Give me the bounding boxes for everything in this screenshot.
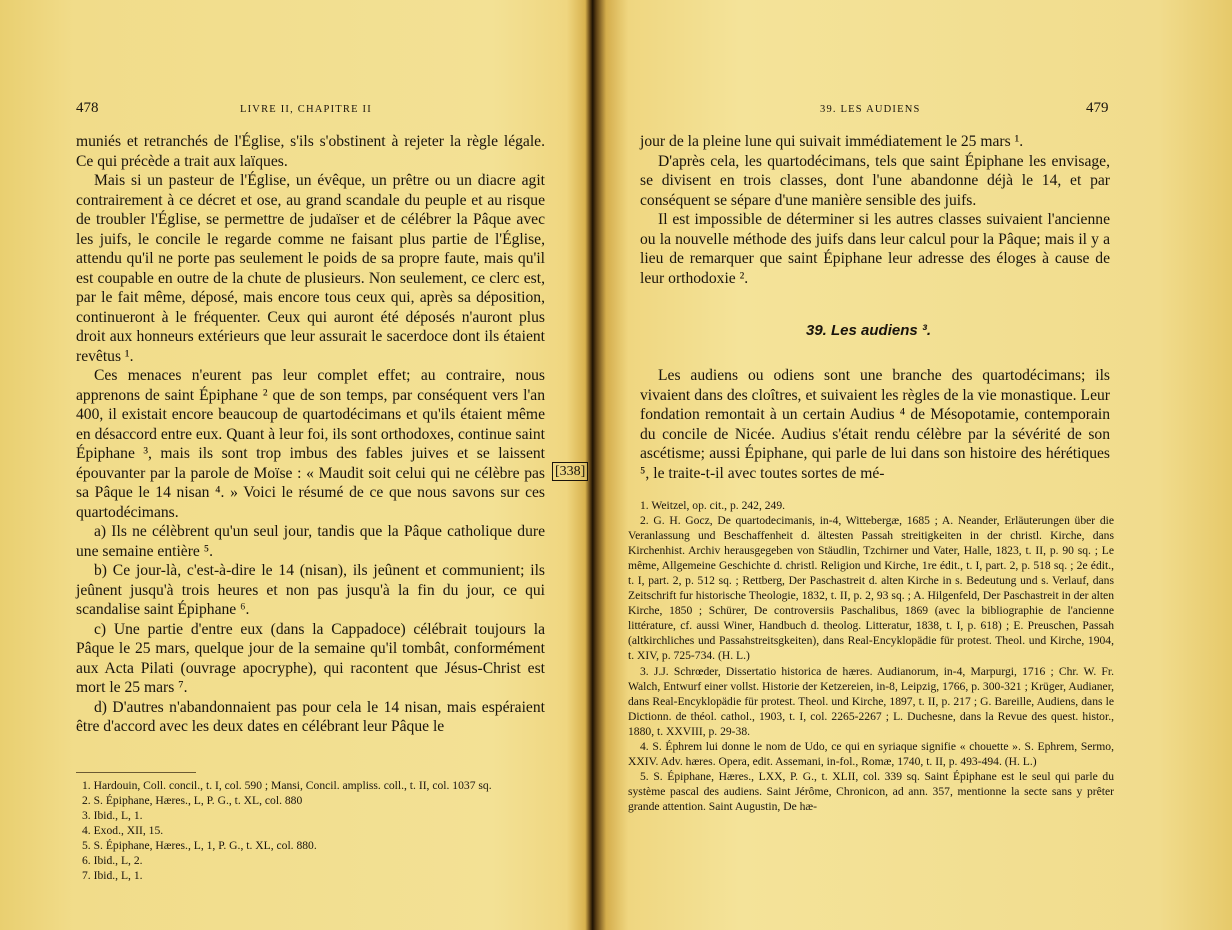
- paragraph: a) Ils ne célèbrent qu'un seul jour, tandis que la Pâque catholique dure une semaine entière ⁵.: [76, 523, 545, 560]
- paragraph: muniés et retranchés de l'Église, s'ils s'obstinent à rejeter la règle légale. Ce qui précède a trait aux laïques.: [76, 133, 545, 170]
- footnote: 6. Ibid., L, 2.: [82, 854, 143, 868]
- right-page-number: 479: [1086, 100, 1109, 116]
- paragraph: Il est impossible de déterminer si les autres classes suivaient l'ancienne ou la nouvelle méthode des juifs dans leur calcul pour la Pâque; mais il y a lieu de remarquer que saint Épiphane leur adresse des éloges à cause de leur orthodoxie ².: [640, 211, 1110, 287]
- footnote: 1. Hardouin, Coll. concil., t. I, col. 590 ; Mansi, Concil. ampliss. coll., t. II, col. 1037 sq.: [82, 779, 492, 792]
- footnote: 4. Exod., XII, 15.: [82, 824, 164, 838]
- paragraph: Mais si un pasteur de l'Église, un évêque, un prêtre ou un diacre agit contrairement à ce décret et ose, au grand scandale du peuple et au risque de troubler l'Église, se permettre de judaïser et de célébrer la Pâque avec les juifs, le concile le regarde comme ne faisant plus partie de l'Église, attendu qu'il ne porte pas seulement le poids de sa propre faute, mais qu'il est coupable en outre de la chute de plusieurs. Non seulement, ce clerc est, par le fait même, déposé, mais encore tous ceux qui, après sa déposition, continueront à le fréquenter. Ceux qui auront été déposés n'auront plus droit aux honneurs extérieurs que leur assurait le sacerdoce dont ils étaient revêtus ¹.: [76, 172, 545, 365]
- right-footnotes: [628, 498, 1114, 814]
- footnote: 3. J.J. Schrœder, Dissertatio historica de hæres. Audianorum, in-4, Marpurgi, 1716 ; Chr. W. Fr. Walch, Entwurf einer vollst. Historie der Ketzereien, in-8, Leipzig, 1766, p. 300-321 ; Krüger, Audianer, dans Real-Encyklopädie für protest. Theol. und Kirche, 1897, t. II, p. 217 ; G. Bareille, Audiens, dans le Dictionn. de théol. cathol., 1903, t. I, col. 2265-2267 ; L. Duchesne, dans la Revue des quest. histor., 1880, t. XXVIII, p. 29-38.: [628, 664, 1114, 738]
- paragraph: jour de la pleine lune qui suivait immédiatement le 25 mars ¹.: [640, 133, 1024, 150]
- paragraph: D'après cela, les quartodécimans, tels que saint Épiphane les envisage, se divisent en trois classes, dont l'une abandonne déjà le 14, et par conséquent se sépare d'une manière sensible des juifs.: [640, 152, 1110, 209]
- footnote: 7. Ibid., L, 1.: [82, 869, 143, 883]
- paragraph: c) Une partie d'entre eux (dans la Cappadoce) célébrait toujours la Pâque le 25 mars, quelque jour de la semaine qu'il tombât, conformément aux Acta Pilati (ouvrage apocryphe), qui racontent que Jésus-Christ est mort le 25 mars ⁷.: [76, 620, 545, 696]
- left-page: [0, 0, 586, 930]
- footnote: 1. Weitzel, op. cit., p. 242, 249.: [640, 499, 786, 512]
- left-footnotes: [70, 778, 542, 883]
- margin-page-marker: [338]: [552, 462, 588, 481]
- paragraph: b) Ce jour-là, c'est-à-dire le 14 (nisan), ils jeûnent et communient; ils jeûnent jusqu'à trois heures et non pas jusqu'à la fin du jour, ce qui scandalise saint Épiphane ⁶.: [76, 562, 545, 618]
- right-body-text-section: [640, 366, 1110, 483]
- right-running-head: 39. LES AUDIENS: [820, 104, 921, 115]
- left-body-text: [76, 132, 545, 737]
- left-running-head: LIVRE II, CHAPITRE II: [240, 104, 372, 115]
- paragraph: Ces menaces n'eurent pas leur complet effet; au contraire, nous apprenons de saint Épiphane ² que de son temps, par conséquent vers l'an 400, il existait encore beaucoup de quartodécimans et qu'ils étaient même en désaccord entre eux. Quant à leur foi, ils sont orthodoxes, continue saint Épiphane ³, mais ils sont trop imbus des fables juives et se laissent épouvanter par la parole de Moïse : « Maudit soit celui qui ne célèbre pas sa Pâque le 14 nisan ⁴. » Voici le résumé de ce que nous savons sur ces quartodécimans.: [76, 367, 545, 521]
- footnote: 2. S. Épiphane, Hæres., L, P. G., t. XL, col. 880: [82, 794, 303, 808]
- footnote: 4. S. Éphrem lui donne le nom de Udo, ce qui en syriaque signifie « chouette ». S. Ephrem, Sermo, XXIV. Adv. hæres. Opera, edit. Assemani, in-fol., Romæ, 1740, t. II, p. 493-494. (H. L.): [628, 739, 1114, 768]
- right-body-text-top: [640, 132, 1110, 288]
- footnote: 5. S. Épiphane, Hæres., L, 1, P. G., t. XL, col. 880.: [82, 839, 317, 853]
- left-page-number: 478: [76, 100, 99, 116]
- paragraph: d) D'autres n'abandonnaient pas pour cela le 14 nisan, mais espéraient être d'accord avec les deux dates en célébrant leur Pâque le: [76, 698, 545, 735]
- paragraph: Les audiens ou odiens sont une branche des quartodécimans; ils vivaient dans des cloîtres, et suivaient les règles de la vie monastique. Leur fondation remontait à un certain Audius ⁴ de Mésopotamie, contemporain du concile de Nicée. Audius s'était rendu célèbre par la sévérité de son ascétisme; aussi Épiphane, qui parle de lui dans son histoire des hérétiques ⁵, le traite-t-il avec toutes sortes de mé-: [640, 367, 1110, 482]
- section-title: 39. Les audiens ³.: [806, 322, 932, 339]
- footnote: 5. S. Épiphane, Hæres., LXX, P. G., t. XLII, col. 339 sq. Saint Épiphane est le seul qui parle du système pascal des audiens. Saint Jérôme, Chronicon, ad ann. 357, mentionne la secte sans y prêter grande attention. Saint Augustin, De hæ-: [628, 769, 1114, 813]
- right-page: [588, 0, 1232, 930]
- footnote-rule: [76, 772, 196, 773]
- footnote: 2. G. H. Gocz, De quartodecimanis, in-4, Wittebergæ, 1685 ; A. Neander, Erläuterungen über die Veranlassung und Beschaffenheit d. ältesten Passah streitigkeiten in der christl. Kirche, dans Kirchenhist. Archiv herausgegeben von Stäudlin, Tzchirner und Vater, Halle, 1823, t. II, p. 90 sq. ; Le même, Allgemeine Geschichte d. christl. Religion und Kirche, 1re édit., t. I, part. 2, p. 518 sq. ; 2e édit., t. I, part. 2, p. 512 sq. ; Rettberg, Der Paschastreit d. alten Kirche in s. Bedeutung und s. Verlauf, dans Zeitschrift fur historische Theologie, 1832, t. II, p. 2, 93 sq. ; A. Hilgenfeld, Der Paschastreit in der alten Kirche, 1850 ; Schürer, De controversiis Paschalibus, 1869 (avec la bibliographie de l'ancienne littérature, cf. aussi Winer, Handbuch d. theolog. Litteratur, 1838, t. I, p. 618) ; E. Preuschen, Passah (altkirchliches und Passahstreitsgkeiten), dans Real-Encyklopädie für protest. Theol. und Kirche, 1904, t. XIV, p. 725-734. (H. L.): [628, 514, 1114, 663]
- footnote: 3. Ibid., L, 1.: [82, 809, 143, 823]
